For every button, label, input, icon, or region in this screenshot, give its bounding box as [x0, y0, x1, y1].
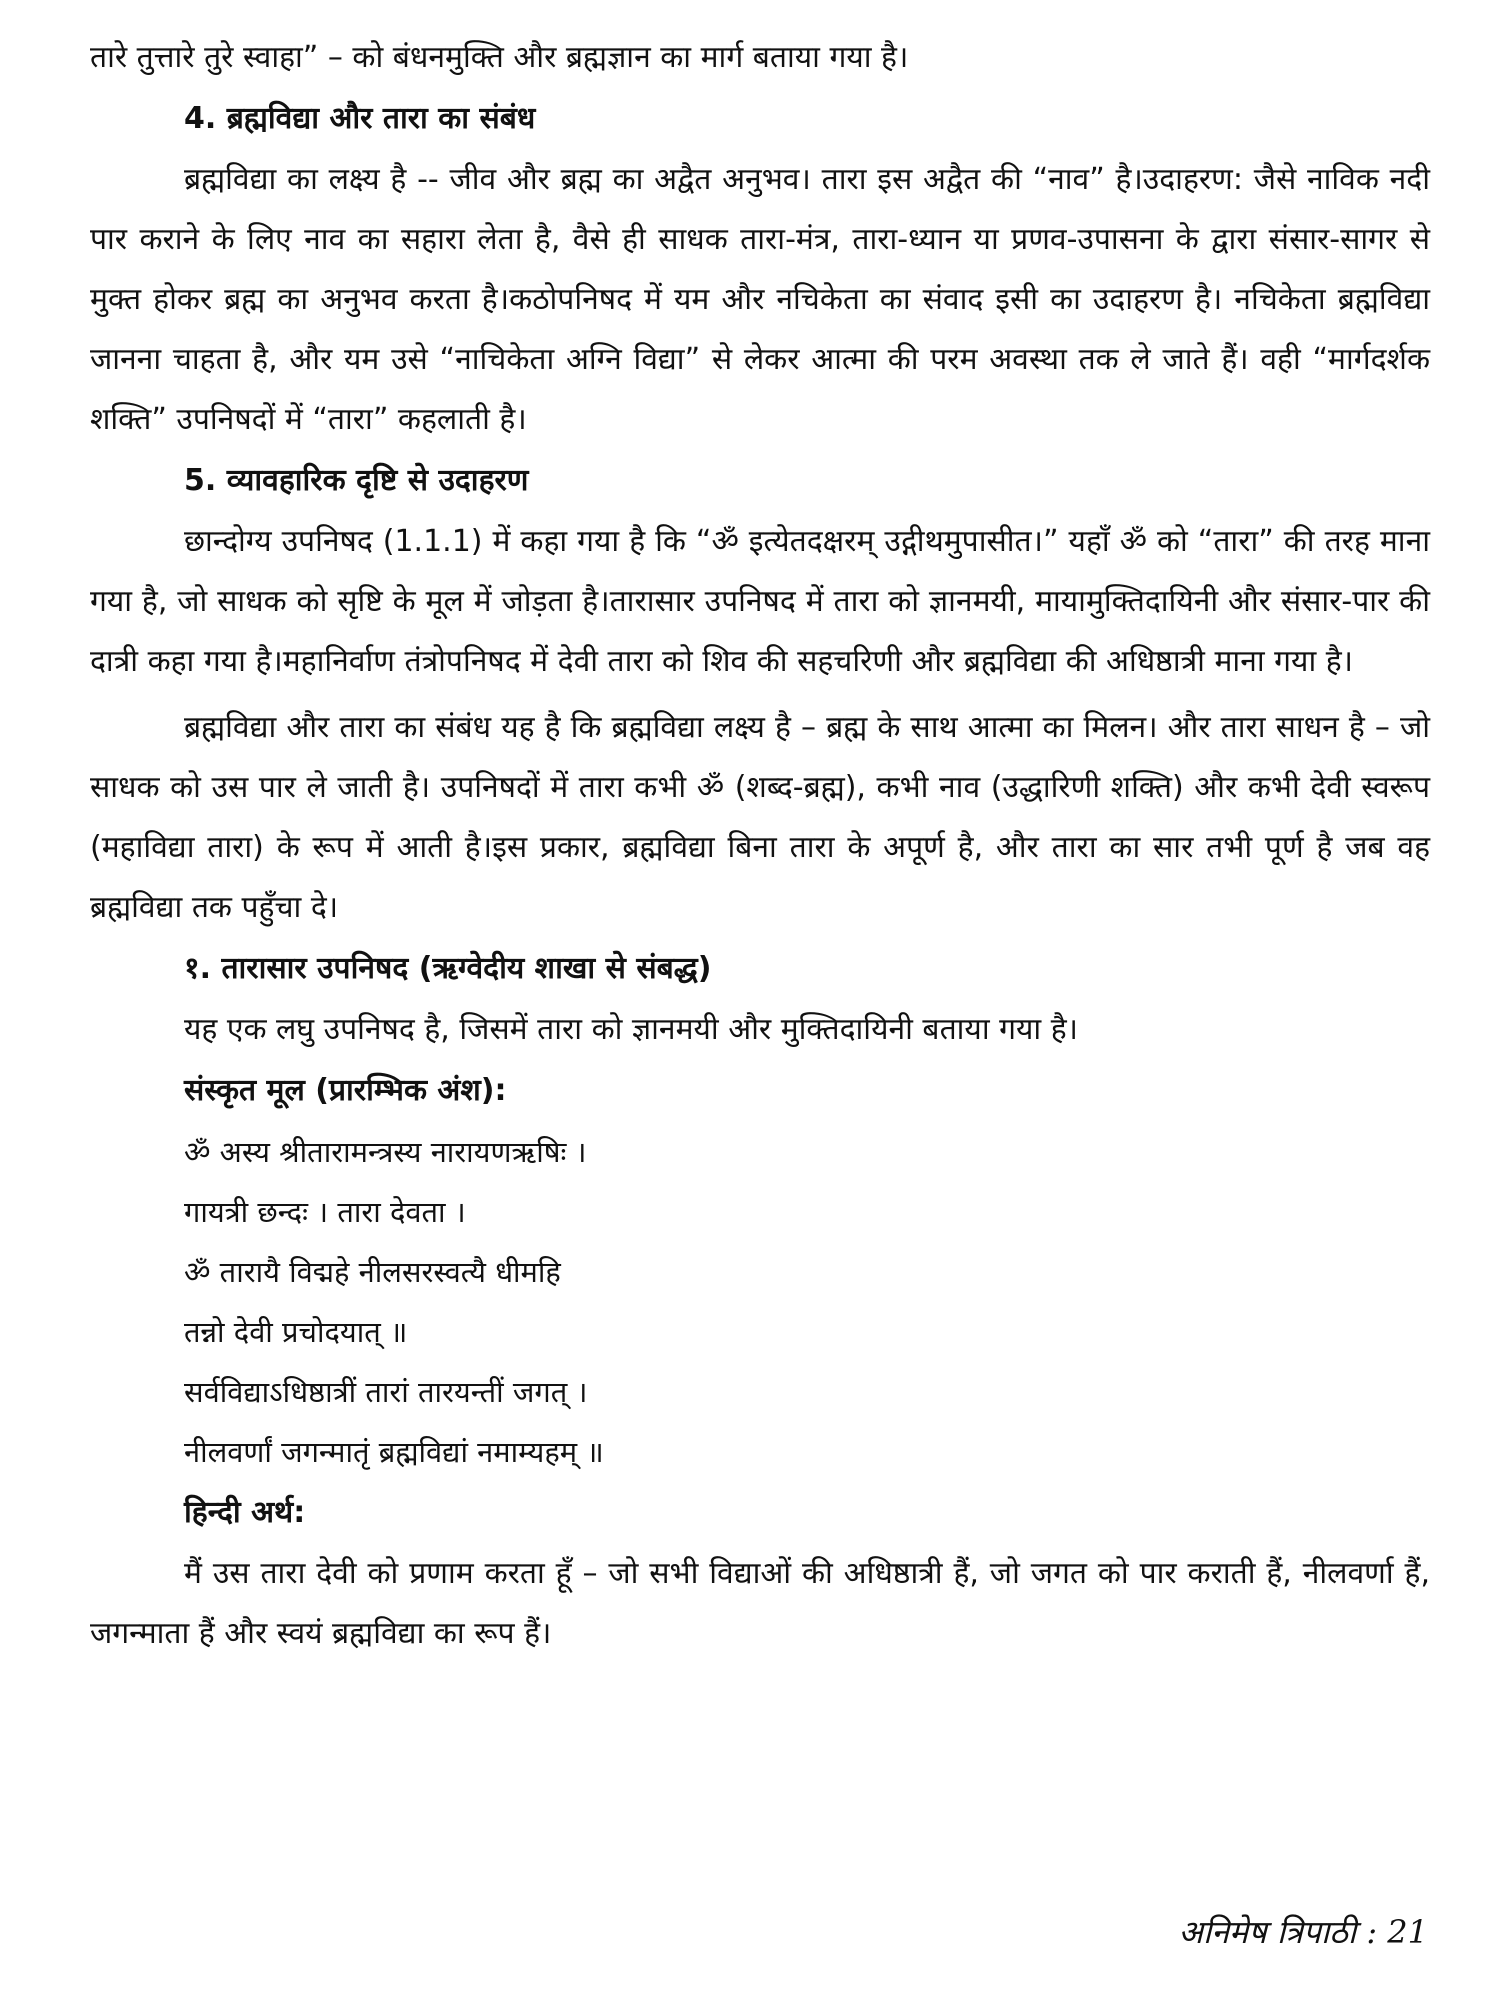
tarasara-heading: १. तारासार उपनिषद (ऋग्वेदीय शाखा से संबद्ध): [184, 951, 712, 986]
page-footer: अनिमेष त्रिपाठी : 21: [1178, 1913, 1428, 1951]
sanskrit-heading: संस्कृत मूल (प्रारम्भिक अंश):: [184, 1073, 507, 1108]
verse-line: सर्वविद्याऽधिष्ठात्रीं तारां तारयन्तीं जगत् ।: [184, 1375, 588, 1409]
section-5-paragraph-2: ब्रह्मविद्या और तारा का संबंध यह है कि ब्रह्मविद्या लक्ष्य है – ब्रह्म के साथ आत्मा का मिलन। और तारा साधन है – जो साधक को उस पार ले जाती है। उपनिषदों में तारा कभी ॐ (शब्द-ब्रह्म), कभी नाव (उद्धारिणी शक्ति) और कभी देवी स्वरूप (महाविद्या तारा) के रूप में आती है।इस प्रकार, ब्रह्मविद्या बिना तारा के अपूर्ण है, और तारा का सार तभी पूर्ण है जब वह ब्रह्मविद्या तक पहुँचा दे।: [90, 710, 1430, 925]
verse-line: गायत्री छन्दः । तारा देवता ।: [184, 1195, 466, 1229]
verse-line: ॐ अस्य श्रीतारामन्त्रस्य नारायणऋषिः ।: [184, 1135, 587, 1169]
verse-line: ॐ तारायै विद्महे नीलसरस्वत्यै धीमहि: [184, 1255, 561, 1289]
hindi-meaning-heading: हिन्दी अर्थ:: [184, 1495, 306, 1530]
page-content: [90, 28, 1430, 1664]
section-5-paragraph-1: छान्दोग्य उपनिषद (1.1.1) में कहा गया है कि “ॐ इत्येतदक्षरम् उद्गीथमुपासीत।” यहाँ ॐ को “तारा” की तरह माना गया है, जो साधक को सृष्टि के मूल में जोड़ता है।तारासार उपनिषद में तारा को ज्ञानमयी, मायामुक्तिदायिनी और संसार-पार की दात्री कहा गया है।महानिर्वाण तंत्रोपनिषद में देवी तारा को शिव की सहचरिणी और ब्रह्मविद्या की अधिष्ठात्री माना गया है।: [90, 524, 1430, 679]
tarasara-intro: यह एक लघु उपनिषद है, जिसमें तारा को ज्ञानमयी और मुक्तिदायिनी बताया गया है।: [184, 1012, 1079, 1047]
section-4-paragraph: ब्रह्मविद्या का लक्ष्य है -- जीव और ब्रह्म का अद्वैत अनुभव। तारा इस अद्वैत की “नाव” है।उदाहरण: जैसे नाविक नदी पार कराने के लिए नाव का सहारा लेता है, वैसे ही साधक तारा-मंत्र, तारा-ध्यान या प्रणव-उपासना के द्वारा संसार-सागर से मुक्त होकर ब्रह्म का अनुभव करता है।कठोपनिषद में यम और नचिकेता का संवाद इसी का उदाहरण है। नचिकेता ब्रह्मविद्या जानना चाहता है, और यम उसे “नाचिकेता अग्नि विद्या” से लेकर आत्मा की परम अवस्था तक ले जाते हैं। वही “मार्गदर्शक शक्ति” उपनिषदों में “तारा” कहलाती है।: [90, 162, 1430, 437]
section-5-heading: 5. व्यावहारिक दृष्टि से उदाहरण: [184, 463, 529, 498]
section-4-heading: 4. ब्रह्मविद्या और तारा का संबंध: [184, 101, 536, 136]
opening-line: तारे तुत्तारे तुरे स्वाहा” – को बंधनमुक्ति और ब्रह्मज्ञान का मार्ग बताया गया है।: [90, 40, 909, 75]
verse-line: नीलवर्णां जगन्मातृं ब्रह्मविद्यां नमाम्यहम् ॥: [184, 1435, 604, 1469]
verse-line: तन्नो देवी प्रचोदयात् ॥: [184, 1315, 408, 1349]
hindi-meaning-paragraph: मैं उस तारा देवी को प्रणाम करता हूँ – जो सभी विद्याओं की अधिष्ठात्री हैं, जो जगत को पार कराती हैं, नीलवर्णा हैं, जगन्माता हैं और स्वयं ब्रह्मविद्या का रूप हैं।: [90, 1556, 1430, 1651]
